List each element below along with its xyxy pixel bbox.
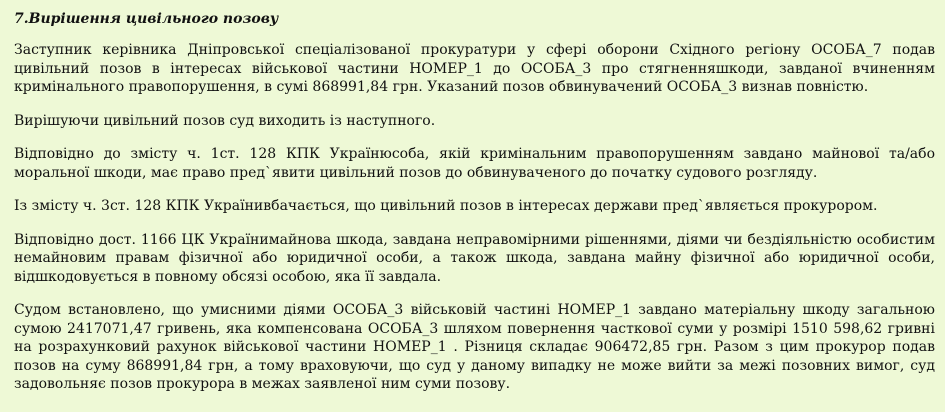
paragraph-claim-filed: Заступник керівника Дніпровської спеціалізованої прокуратури у сфері оборони Східного регіону ОСОБА_7 подав цивільний позов в інтересах військової частини НОМЕР_1 до ОСОБА_3 про стягненняшкоди, завданої вчиненням кримінального правопорушення, в сумі 868991,84 грн. Указаний позов обвинувачений ОСОБА_3 визнав повністю. — [14, 42, 935, 95]
paragraph-court-reasoning-intro: Вирішуючи цивільний позов суд виходить із наступного. — [14, 112, 436, 129]
paragraph-court-findings: Судом встановлено, що умисними діями ОСОБА_3 військовій частині НОМЕР_1 завдано матеріальну шкоду загальною сумою 2417071,47 гривень, яка компенсована ОСОБА_3 шляхом повернення часткової суми у розмірі 1510 598,62 гривні на розрахунковий рахунок військової частини НОМЕР_1 . Різниця складає 906472,85 грн. Разом з цим прокурор подав позов на суму 868991,84 грн, а тому враховуючи, що суд у даному випадку не може вийти за межі позовних вимог, суд задовольняє позов прокурора в межах заявленої ним суми позову. — [14, 302, 935, 392]
paragraph-art1166-civil-code: Відповідно дост. 1166 ЦК Українимайнова шкода, завдана неправомірними рішеннями, діями чи бездіяльністю особистим немайновим правам фізичної або юридичної особи, а також шкода, завдана майну фізичної або юридичної особи, відшкодовується в повному обсязі особою, яка її завдала. — [14, 231, 935, 285]
paragraph-art128-part3: Із змісту ч. 3ст. 128 КПК Українивбачається, що цивільний позов в інтересах держави пред`являється прокурором. — [14, 198, 878, 214]
paragraph-art128-part1: Відповідно до змісту ч. 1ст. 128 КПК Українюсоба, якій кримінальним правопорушенням завдано майнової та/або моральної шкоди, має право пред`явити цивільний позов до обвинуваченого до початку судового розгляду. — [14, 146, 935, 181]
section-heading: 7.Вирішення цивільного позову — [14, 11, 279, 27]
